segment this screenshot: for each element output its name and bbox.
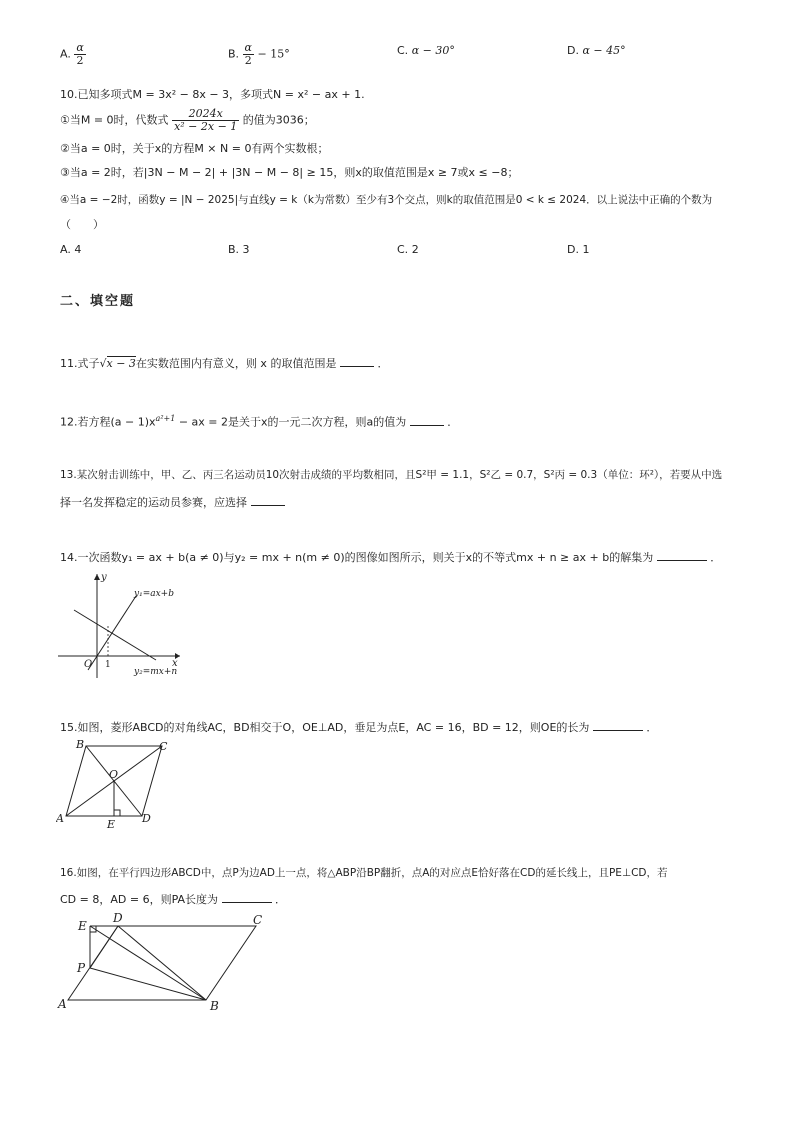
label-c: C [159, 740, 168, 753]
q9-option-b: B. $\frac{\alpha}{2}$ − 15° [228, 41, 290, 67]
q13-answer-blank[interactable] [251, 495, 285, 506]
q16-answer-blank[interactable] [222, 892, 272, 903]
q10-paren: （ ） [60, 218, 104, 231]
label-y1: y₁=ax+b [134, 589, 174, 599]
label-x: x [172, 658, 178, 669]
q9-option-d: D. α − 45° [567, 44, 626, 57]
q16-line-1: 16.如图，在平行四边形ABCD中，点P为边AD上一点，将△ABP沿BP翻折，点A的对应点E恰好落在CD的延长线上，且PE⊥CD，若 [60, 867, 668, 879]
q16-line-2: CD = 8，AD = 6，则PA长度为 ． [60, 893, 287, 906]
label-b: B [210, 999, 219, 1013]
q9-option-c: C. α − 30° [397, 44, 455, 57]
label-o: O [109, 768, 119, 781]
q9-option-a: A. $\frac{\alpha}{2}$ [60, 41, 84, 67]
label-c: C [253, 913, 263, 927]
q14-text: 14.一次函数y₁ = ax + b(a ≠ 0)与y₂ = mx + n(m ≠ 0)的图像如图所示，则关于x的不等式mx + n ≥ ax + b的解集为 ． [60, 551, 722, 564]
label-a: A [56, 812, 64, 825]
label-e: E [107, 818, 116, 831]
q15-text: 15.如图，菱形ABCD的对角线AC，BD相交于O，OE⊥AD，垂足为点E，AC = 16，BD = 12，则OE的长为 ． [60, 721, 658, 734]
q14-answer-blank[interactable] [657, 550, 707, 561]
label-e: E [78, 919, 87, 933]
q11: 11.式子√x − 3在实数范围内有意义，则 x 的取值范围是 ． [60, 357, 389, 370]
label-origin: O [84, 659, 93, 670]
q10-option-d: D. 1 [567, 243, 590, 256]
line-y2 [74, 610, 156, 660]
q16-figure [56, 908, 271, 1016]
label-y2: y₂=mx+n [134, 667, 178, 677]
q12: 12.若方程$(a - 1)x^{a^2+1}$ − ax = 2是关于x的一元二次方程，则a的值为 ． [60, 414, 459, 429]
label-one: 1 [105, 660, 111, 670]
label-p: P [77, 961, 86, 975]
q10-statement-3: ③当a = 2时，若|3N − M − 2| + |3N − M − 8| ≥ 15，则x的取值范围是x ≥ 7或x ≤ −8； [60, 166, 519, 179]
q12-answer-blank[interactable] [410, 415, 444, 426]
q15-figure [56, 736, 176, 832]
q10-option-a: A. 4 [60, 243, 82, 256]
q10-option-b: B. 3 [228, 243, 250, 256]
label-d: D [113, 911, 123, 925]
q10-statement-4: ④当a = −2时，函数y = |N − 2025|与直线y = k（k为常数）至少有3个交点，则k的取值范围是0 < k ≤ 2024．以上说法中正确的个数为 [60, 194, 713, 206]
label-d: D [142, 812, 151, 825]
q11-answer-blank[interactable] [340, 356, 374, 367]
label-b: B [76, 738, 85, 751]
q13-line-2: 择一名发挥稳定的运动员参赛，应选择 [60, 495, 285, 510]
q10-stem: 10.已知多项式M = 3x² − 8x − 3，多项式N = x² − ax + 1. [60, 88, 365, 101]
q10-statement-1: ①当M = 0时，代数式 $\frac{2024x}{\text{x² − 2x − 1}}$ 的值为3036； [60, 107, 315, 133]
q15-answer-blank[interactable] [593, 720, 643, 731]
line-y1 [88, 596, 136, 670]
section-title: 二、填空题 [60, 294, 136, 309]
q14-graph [56, 570, 186, 682]
q13-line-1: 13.某次射击训练中，甲、乙、丙三名运动员10次射击成绩的平均数相同，且S²甲 = 1.1，S²乙 = 0.7，S²丙 = 0.3（单位：环²），若要从中选 [60, 469, 723, 481]
q10-statement-2: ②当a = 0时，关于x的方程M × N = 0有两个实数根； [60, 142, 329, 155]
label-y: y [101, 572, 107, 583]
q10-option-c: C. 2 [397, 243, 419, 256]
label-a: A [58, 997, 67, 1011]
